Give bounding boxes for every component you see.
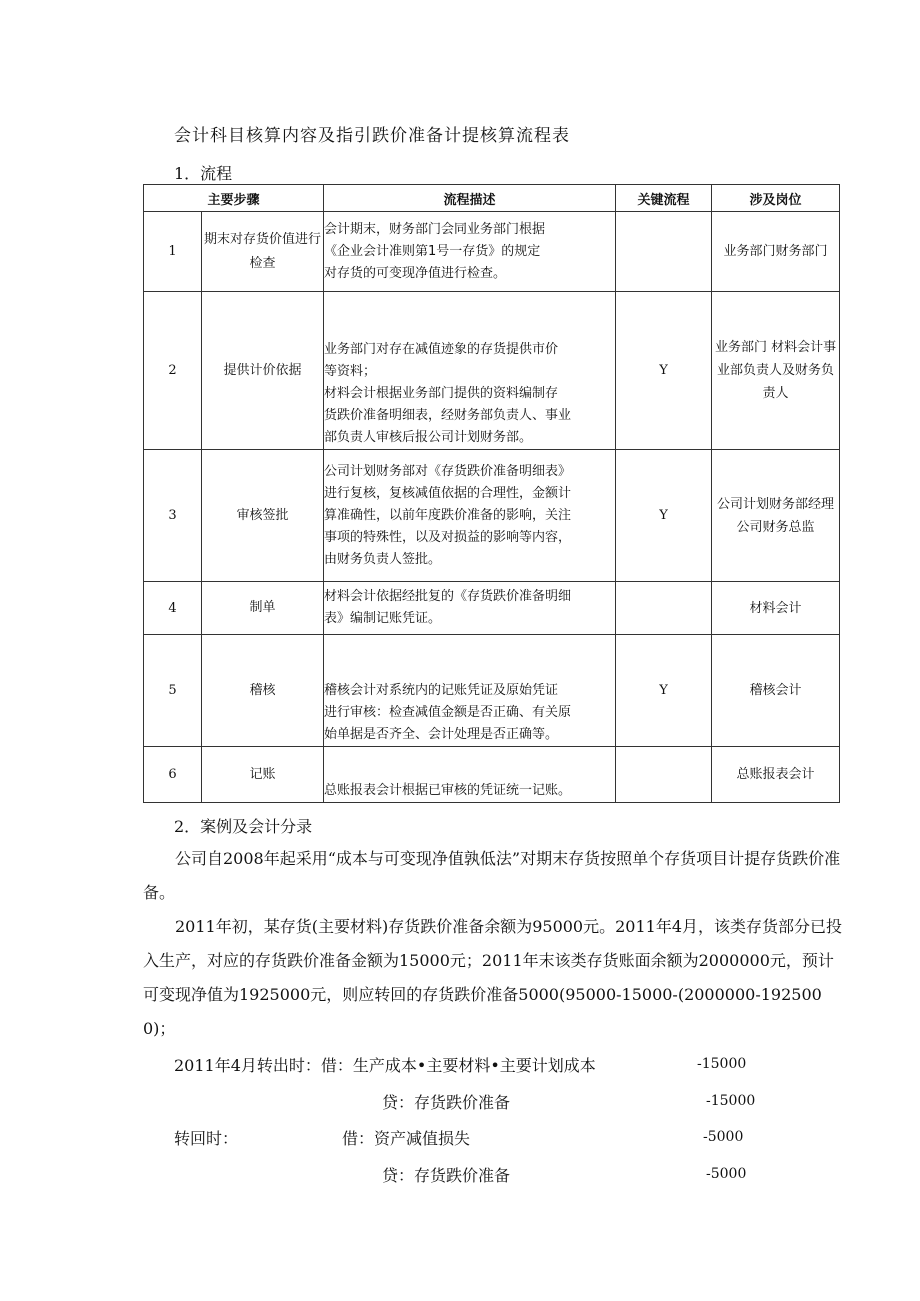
positions: 稽核会计 <box>712 635 840 747</box>
key-flag <box>616 212 712 292</box>
key-flag <box>616 582 712 635</box>
step-number: 4 <box>144 582 202 635</box>
positions: 业务部门财务部门 <box>712 212 840 292</box>
positions: 材料会计 <box>712 582 840 635</box>
header-description: 流程描述 <box>324 185 616 212</box>
description-line: 表》编制记账凭证。 <box>324 611 442 626</box>
description-line: 总账报表会计根据已审核的凭证统一记账。 <box>324 783 572 798</box>
description-line: 等资料； <box>324 364 377 379</box>
step-description <box>324 212 616 292</box>
header-main-step: 主要步骤 <box>144 185 324 212</box>
description-line: 《企业会计准则第1号一存货》的规定 <box>324 243 541 259</box>
description-line: 业务部门对存在减值迹象的存货提供市价 <box>324 342 559 357</box>
table-row <box>144 635 840 747</box>
table-row <box>144 212 840 292</box>
description-line: 对存货的可变现净值进行检查。 <box>324 265 507 281</box>
section-heading-process: 1．流程 <box>174 164 233 183</box>
description-line: 公司计划财务部对《存货跌价准备明细表》 <box>324 463 572 479</box>
process-table <box>143 184 840 803</box>
step-description <box>324 450 616 582</box>
description-line: 会计期末，财务部门会同业务部门根据 <box>324 221 546 237</box>
step-description <box>324 582 616 635</box>
step-description <box>324 292 616 450</box>
description-line: 事项的特殊性，以及对损益的影响等内容， <box>324 529 572 545</box>
description-line: 材料会计依据经批复的《存货跌价准备明细 <box>324 589 572 604</box>
table-header-row <box>144 185 840 212</box>
journal-entry-3-label: 借：资产减值损失 <box>342 1129 471 1148</box>
description-line: 材料会计根据业务部门提供的资料编制存 <box>324 386 559 401</box>
positions: 总账报表会计 <box>712 747 840 803</box>
journal-entry-2-label: 贷：存货跌价准备 <box>382 1093 511 1112</box>
step-name: 审核签批 <box>202 450 324 582</box>
description-line: 稽核会计对系统内的记账凭证及原始凭证 <box>324 683 559 698</box>
step-name: 期末对存货价值进行检查 <box>202 212 324 292</box>
key-flag: Y <box>616 450 712 582</box>
header-key-process: 关键流程 <box>616 185 712 212</box>
case-paragraph-2: 2011年初，某存货(主要材料)存货跌价准备余额为95000元。2011年4月，该类存货部分已投入生产，对应的存货跌价准备金额为15000元；2011年末该类存货账面余额为2000000元，预计可变现净值为1925000元，则应转回的存货跌价准备5000(95000-15000-(2000000-1925000)； <box>143 917 843 1038</box>
key-flag: Y <box>616 635 712 747</box>
step-number: 2 <box>144 292 202 450</box>
case-paragraph-1: 公司自2008年起采用“成本与可变现净值孰低法”对期末存货按照单个存货项目计提存货跌价准备。 <box>143 849 841 902</box>
journal-entry-1-amount: -15000 <box>697 1056 747 1072</box>
step-number: 6 <box>144 747 202 803</box>
description-line: 由财务负责人签批。 <box>324 551 442 567</box>
document-title: 会计科目核算内容及指引跌价准备计提核算流程表 <box>174 126 570 146</box>
table-row <box>144 292 840 450</box>
description-line: 进行审核：检查减值金额是否正确、有关原 <box>324 705 572 720</box>
positions: 公司计划财务部经理公司财务总监 <box>712 450 840 582</box>
step-description <box>324 635 616 747</box>
table-row <box>144 747 840 803</box>
header-positions: 涉及岗位 <box>712 185 840 212</box>
description-line: 部负责人审核后报公司计划财务部。 <box>324 430 533 445</box>
step-number: 1 <box>144 212 202 292</box>
journal-entry-3-prefix: 转回时： <box>174 1129 239 1148</box>
description-line: 货跌价准备明细表，经财务部负责人、事业 <box>324 408 572 423</box>
journal-entry-2-amount: -15000 <box>706 1093 756 1109</box>
description-line: 进行复核，复核减值依据的合理性，金额计 <box>324 485 572 501</box>
section-heading-case: 2．案例及会计分录 <box>174 817 313 836</box>
key-flag: Y <box>616 292 712 450</box>
journal-entry-3-amount: -5000 <box>703 1129 744 1145</box>
step-description <box>324 747 616 803</box>
step-name: 稽核 <box>202 635 324 747</box>
description-line: 始单据是否齐全、会计处理是否正确等。 <box>324 727 559 742</box>
table-row <box>144 450 840 582</box>
step-name: 记账 <box>202 747 324 803</box>
positions: 业务部门 材料会计事业部负责人及财务负责人 <box>712 292 840 450</box>
step-name: 制单 <box>202 582 324 635</box>
step-number: 5 <box>144 635 202 747</box>
step-name: 提供计价依据 <box>202 292 324 450</box>
journal-entry-4-label: 贷：存货跌价准备 <box>382 1166 511 1185</box>
description-line: 算准确性，以前年度跌价准备的影响，关注 <box>324 507 572 523</box>
key-flag <box>616 747 712 803</box>
step-number: 3 <box>144 450 202 582</box>
table-row <box>144 582 840 635</box>
journal-entry-4-amount: -5000 <box>706 1166 747 1182</box>
journal-entry-1-label: 2011年4月转出时：借：生产成本•主要材料•主要计划成本 <box>174 1056 596 1075</box>
